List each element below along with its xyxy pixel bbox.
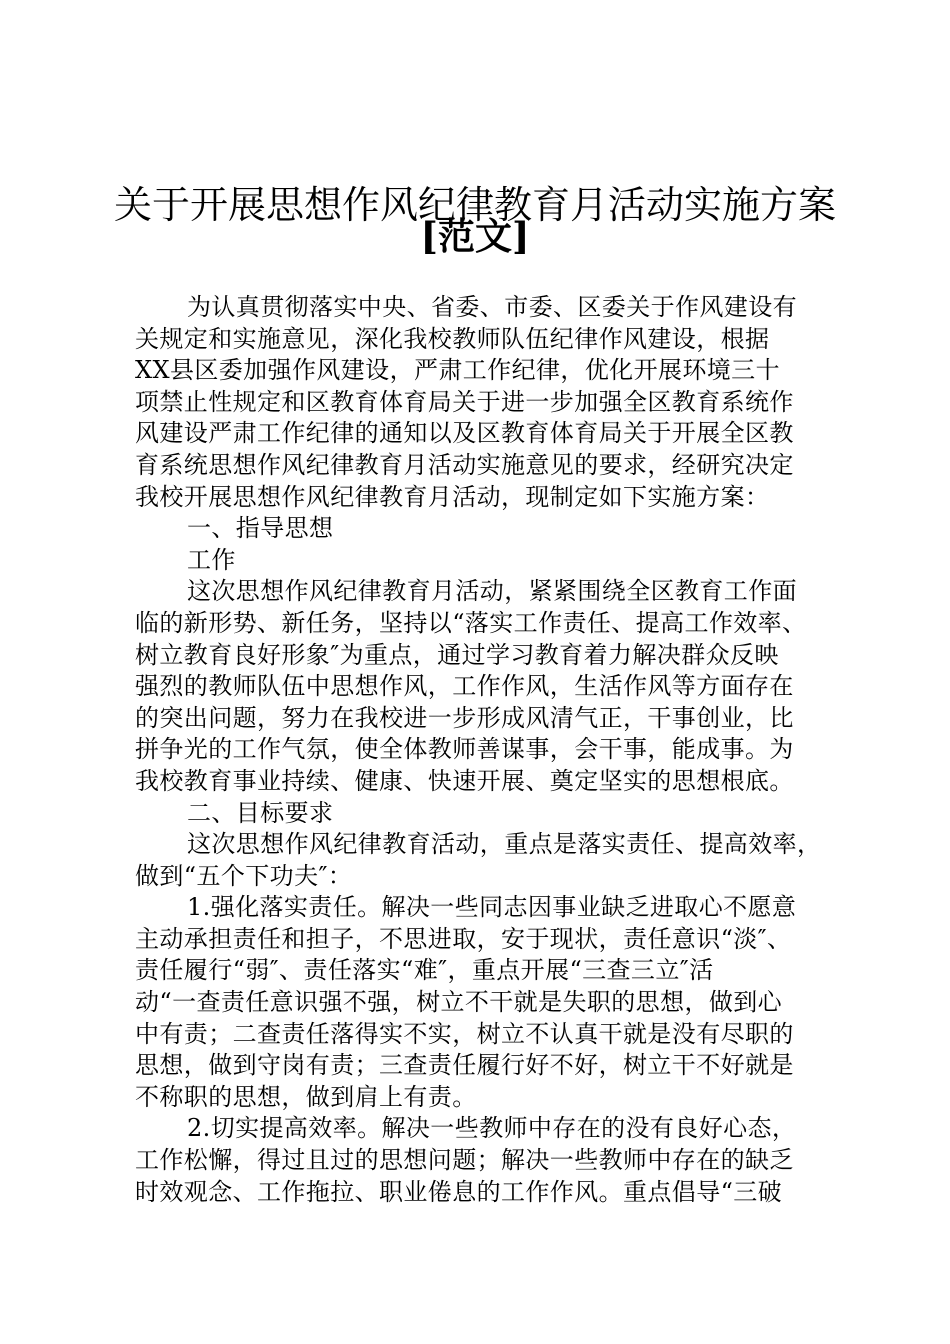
- text-line: 我校教育事业持续、健康、快速开展、奠定坚实的思想根底。: [135, 766, 794, 795]
- text-line: XX县区委加强作风建设，严肃工作纪律，优化开展环境三十: [135, 356, 780, 385]
- text-line: 育系统思想作风纪律教育月活动实施意见的要求，经研究决定: [135, 450, 794, 479]
- text-line: 思想，做到守岗有责；三查责任履行好不好，树立干不好就是: [135, 1051, 794, 1080]
- text-line: 项禁止性规定和区教育体育局关于进一步加强全区教育系统作: [135, 387, 794, 416]
- text-line: 动“一查责任意识强不强，树立不干就是失职的思想，做到心: [135, 988, 783, 1017]
- text-line: 强烈的教师队伍中思想作风，工作作风，生活作风等方面存在: [135, 672, 794, 701]
- text-line: 二、目标要求: [187, 798, 334, 827]
- text-line: 的突出问题，努力在我校进一步形成风清气正，干事创业，比: [135, 703, 794, 732]
- text-line: 做到“五个下功夫″：: [135, 861, 353, 890]
- text-line: 风建设严肃工作纪律的通知以及区教育体育局关于开展全区教: [135, 419, 794, 448]
- document-title: 关于开展思想作风纪律教育月活动实施方案: [113, 183, 836, 227]
- text-line: 工作: [187, 545, 236, 574]
- text-line: 这次思想作风纪律教育月活动，紧紧围绕全区教育工作面: [187, 577, 797, 606]
- text-line: 主动承担责任和担子，不思进取，安于现状，责任意识“淡″、: [135, 924, 792, 953]
- text-line: 关规定和实施意见，深化我校教师队伍纪律作风建设，根据: [135, 324, 770, 353]
- text-line: 一、指导思想: [187, 514, 334, 543]
- document-subtitle: [范文]: [420, 214, 530, 258]
- text-line: 临的新形势、新任务，坚持以“落实工作责任、提高工作效率、: [135, 608, 807, 637]
- text-line: 这次思想作风纪律教育活动，重点是落实责任、提高效率，: [187, 830, 822, 859]
- text-line: 工作松懈，得过且过的思想问题；解决一些教师中存在的缺乏: [135, 1146, 794, 1175]
- document-body: [135, 292, 835, 1208]
- text-line: 责任履行“弱″、责任落实“难″，重点开展“三查三立″活: [135, 956, 714, 985]
- text-line: 拼争光的工作气氛，使全体教师善谋事，会干事，能成事。为: [135, 735, 794, 764]
- text-line: 时效观念、工作拖拉、职业倦息的工作作风。重点倡导“三破: [135, 1177, 783, 1206]
- text-line: 树立教育良好形象″为重点，通过学习教育着力解决群众反映: [135, 640, 779, 669]
- text-line: 2.切实提高效率。解决一些教师中存在的没有良好心态，: [187, 1114, 797, 1143]
- text-line: 1.强化落实责任。解决一些同志因事业缺乏进取心不愿意: [187, 893, 797, 922]
- text-line: 中有责；二查责任落得实不实，树立不认真干就是没有尽职的: [135, 1019, 794, 1048]
- text-line: 我校开展思想作风纪律教育月活动，现制定如下实施方案：: [135, 482, 770, 511]
- text-line: 为认真贯彻落实中央、省委、市委、区委关于作风建设有: [187, 293, 797, 321]
- text-line: 不称职的思想，做到肩上有责。: [135, 1082, 477, 1111]
